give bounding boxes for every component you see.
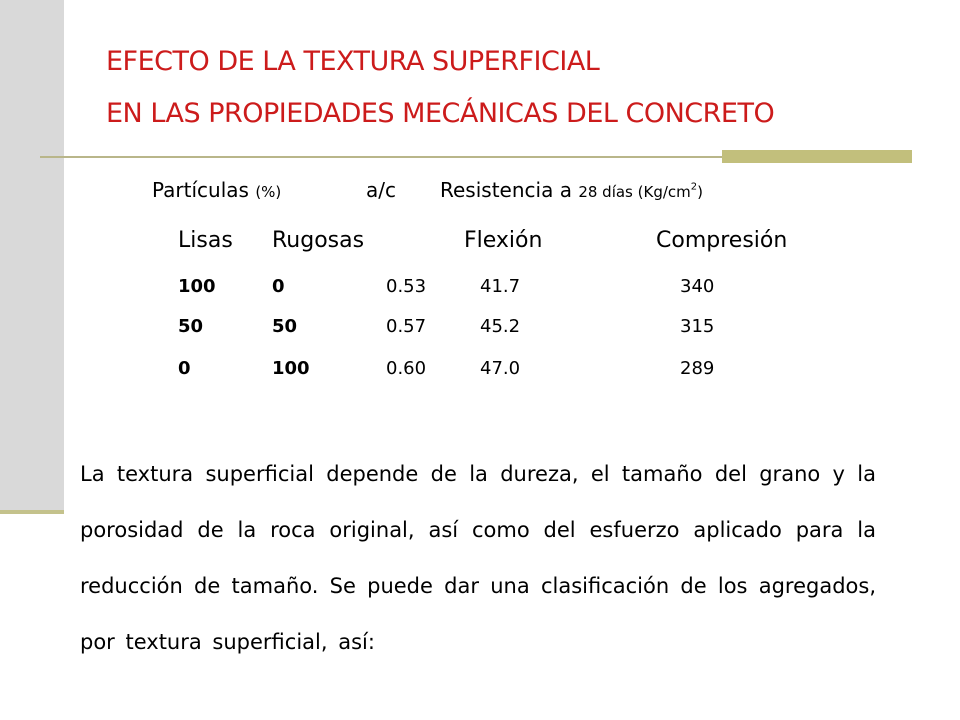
cell-ac: 0.53 bbox=[386, 276, 427, 297]
left-bar-accent-line bbox=[0, 510, 64, 514]
cell-lisas: 50 bbox=[178, 316, 204, 337]
cell-flexion: 41.7 bbox=[480, 276, 521, 297]
slide-title-line-1: EFECTO DE LA TEXTURA SUPERFICIAL bbox=[106, 46, 600, 77]
header-resistencia-unit: 28 días (Kg/cm bbox=[578, 183, 691, 201]
header-resistencia bbox=[440, 178, 703, 202]
cell-lisas: 100 bbox=[178, 276, 216, 297]
cell-compresion: 289 bbox=[680, 358, 715, 379]
cell-rugosas: 100 bbox=[272, 358, 310, 379]
cell-flexion: 47.0 bbox=[480, 358, 521, 379]
subheader-compresion: Compresión bbox=[656, 228, 788, 253]
cell-compresion: 315 bbox=[680, 316, 715, 337]
slide-title-line-2: EN LAS PROPIEDADES MECÁNICAS DEL CONCRETO bbox=[106, 98, 775, 129]
header-resistencia-close: ) bbox=[697, 183, 703, 201]
cell-flexion: 45.2 bbox=[480, 316, 521, 337]
title-divider-accent bbox=[722, 150, 912, 163]
cell-ac: 0.60 bbox=[386, 358, 427, 379]
header-resistencia-label: Resistencia a bbox=[440, 178, 579, 202]
left-decorative-bar bbox=[0, 0, 64, 512]
subheader-rugosas: Rugosas bbox=[272, 228, 365, 253]
cell-rugosas: 50 bbox=[272, 316, 298, 337]
title-divider-line bbox=[40, 156, 722, 158]
cell-compresion: 340 bbox=[680, 276, 715, 297]
cell-ac: 0.57 bbox=[386, 316, 427, 337]
cell-rugosas: 0 bbox=[272, 276, 285, 297]
subheader-flexion: Flexión bbox=[464, 228, 543, 253]
header-particulas bbox=[152, 178, 281, 202]
header-ac: a/c bbox=[366, 178, 396, 202]
header-resistencia-sup: 2 bbox=[690, 181, 698, 193]
cell-lisas: 0 bbox=[178, 358, 191, 379]
subheader-lisas: Lisas bbox=[178, 228, 233, 253]
header-particulas-label: Partículas bbox=[152, 178, 256, 202]
header-particulas-unit: (%) bbox=[255, 183, 282, 201]
body-paragraph: La textura superficial depende de la dureza, el tamaño del grano y la porosidad de la roca original, así como del esfuerzo aplicado para la reducción de tamaño. Se puede dar una clasificación de los agregados, por textura superficial, así: bbox=[80, 462, 876, 654]
